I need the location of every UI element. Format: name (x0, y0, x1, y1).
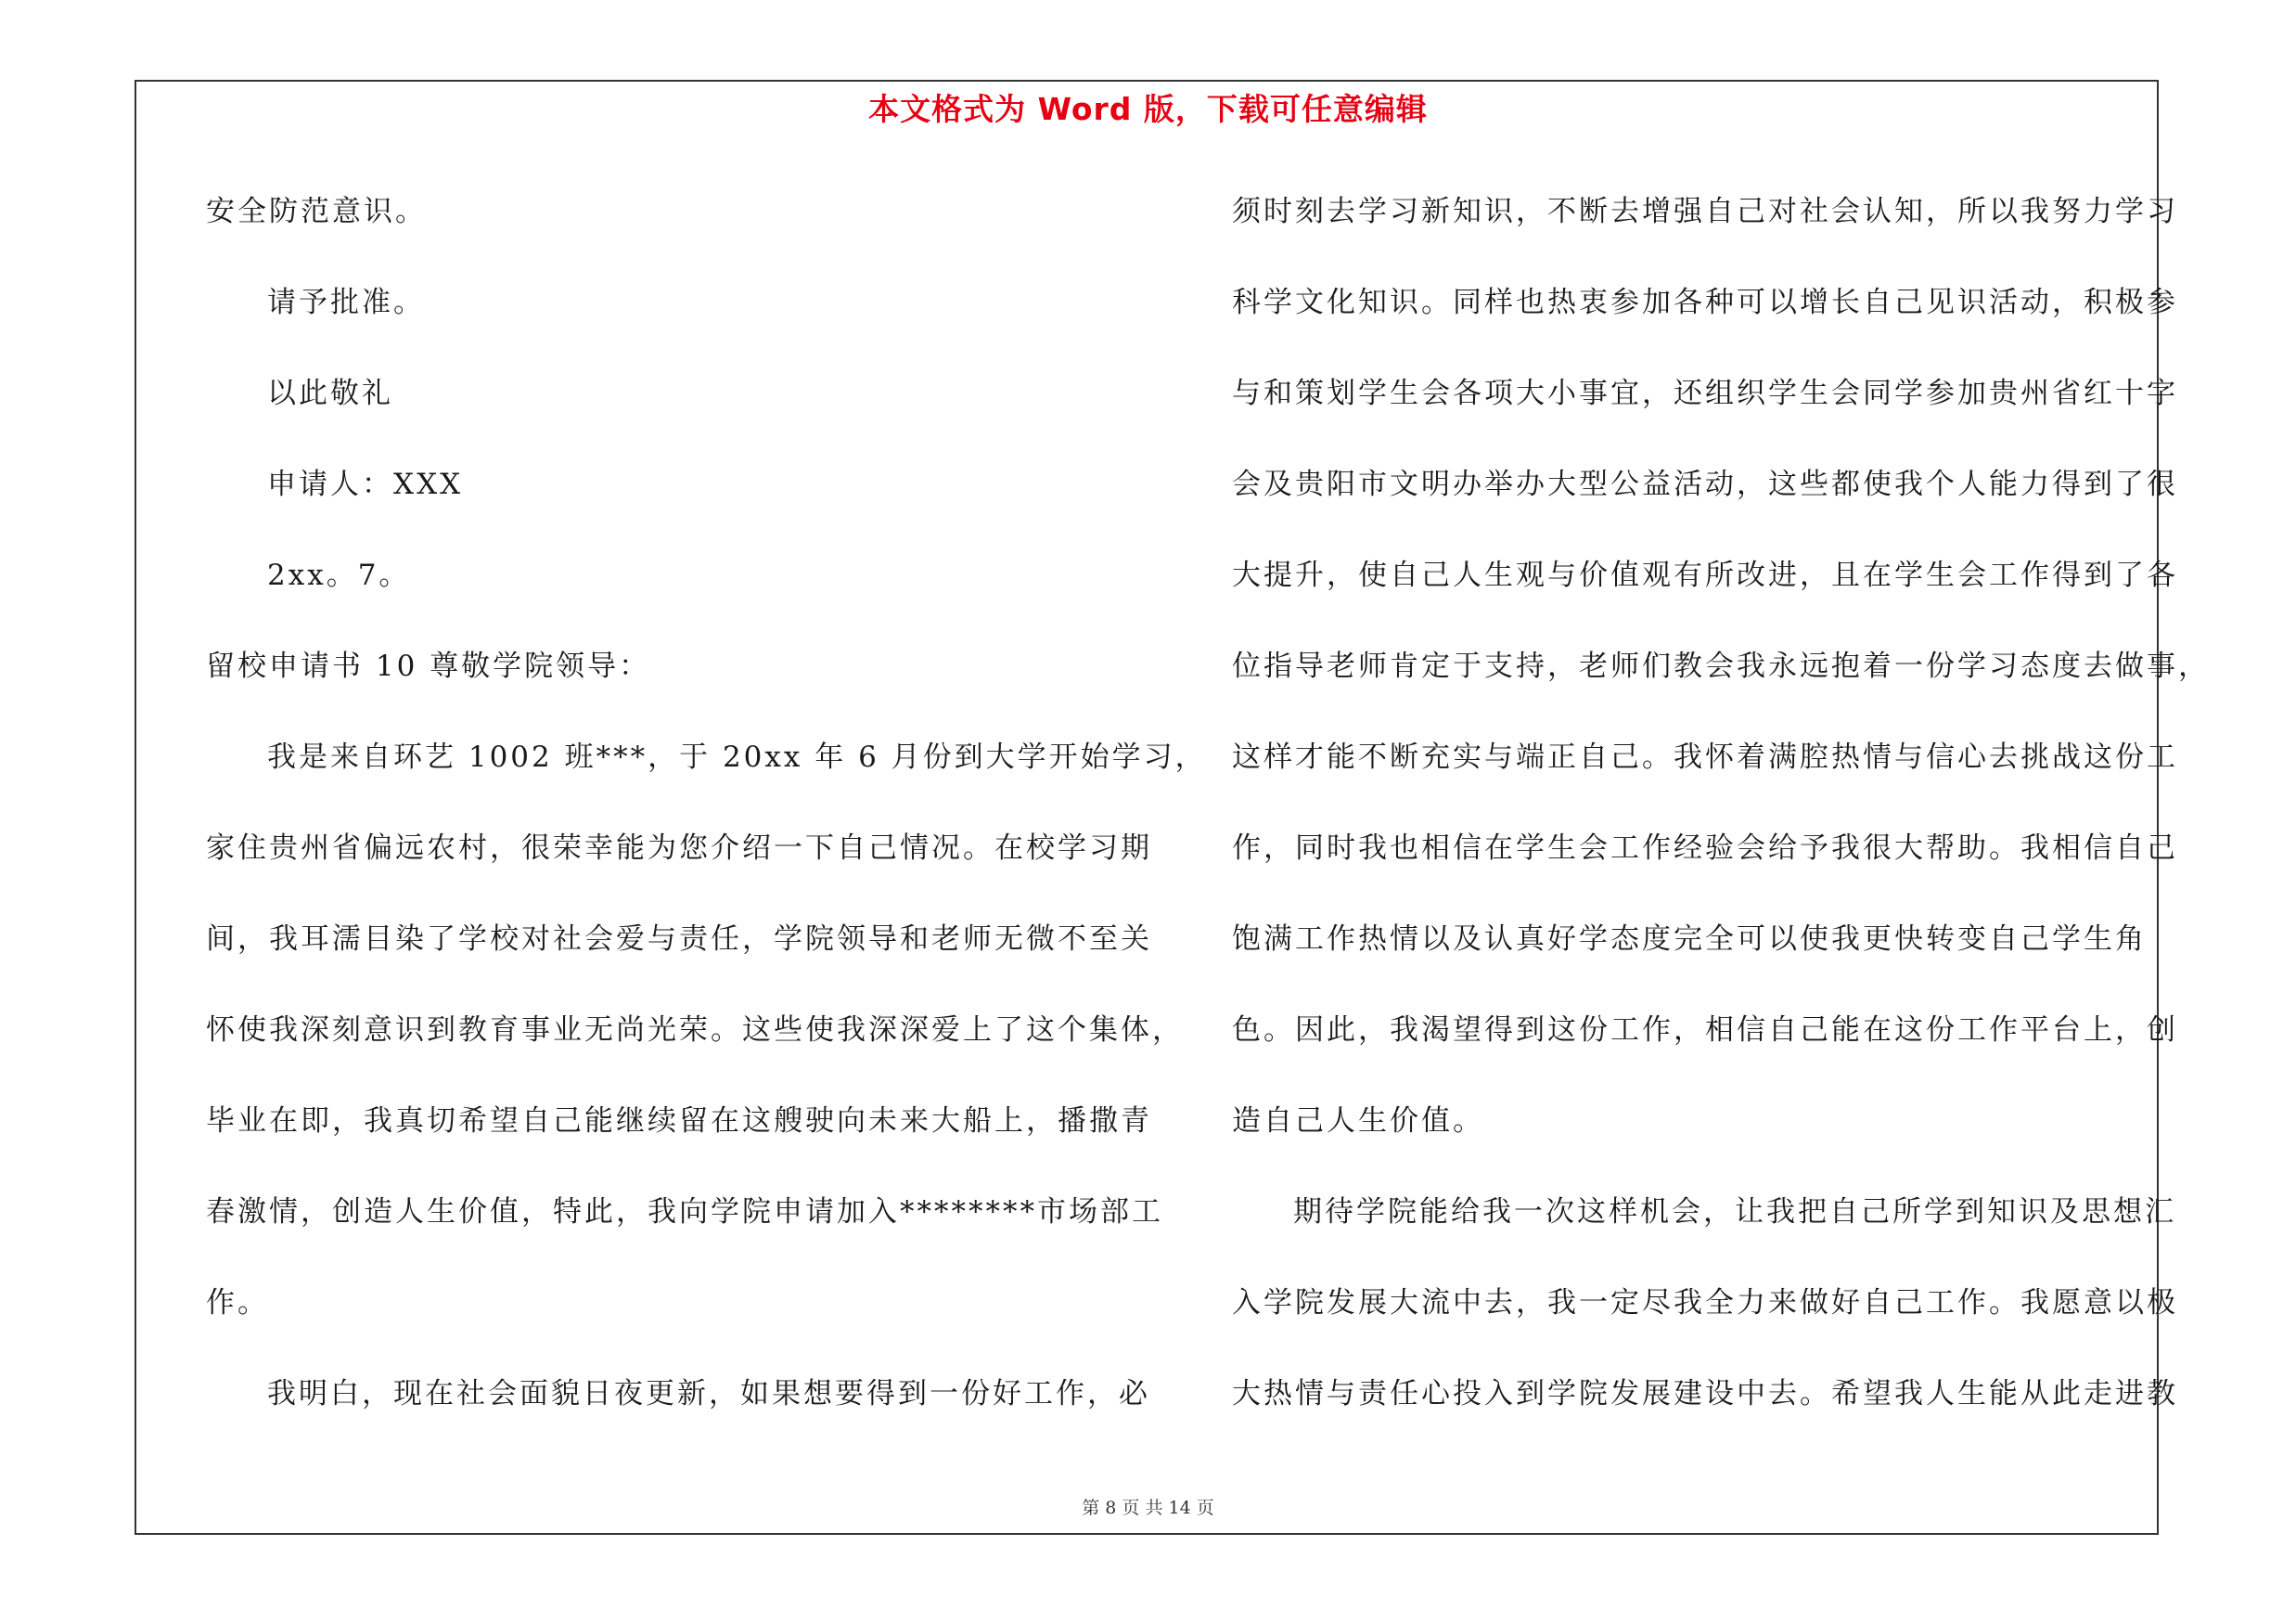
paragraph-line: 科学文化知识。同样也热衷参加各种可以增长自己见识活动，积极参 (1232, 286, 2178, 319)
paragraph-line: 位指导老师肯定于支持，老师们教会我永远抱着一份学习态度去做事， (1232, 650, 2210, 683)
paragraph-line: 春激情，创造人生价值，特此，我向学院申请加入********市场部工 (206, 1195, 1163, 1229)
paragraph-line: 间，我耳濡目染了学校对社会爱与责任，学院领导和老师无微不至关 (206, 922, 1152, 956)
paragraph-line: 作。 (206, 1286, 269, 1320)
paragraph-line: 色。因此，我渴望得到这份工作，相信自己能在这份工作平台上，创 (1232, 1013, 2178, 1047)
paragraph-line: 须时刻去学习新知识，不断去增强自己对社会认知，所以我努力学习 (1232, 195, 2178, 228)
right-text-column (1232, 182, 2210, 1455)
paragraph-line: 留校申请书 10 尊敬学院领导： (206, 650, 651, 683)
paragraph-line: 饱满工作热情以及认真好学态度完全可以使我更快转变自己学生角 (1232, 922, 2147, 956)
paragraph-line: 期待学院能给我一次这样机会，让我把自己所学到知识及思想汇 (1293, 1195, 2176, 1229)
paragraph-line: 家住贵州省偏远农村，很荣幸能为您介绍一下自己情况。在校学习期 (206, 831, 1152, 865)
paragraph-line: 毕业在即，我真切希望自己能继续留在这艘驶向未来大船上，播撒青 (206, 1104, 1152, 1138)
paragraph-line: 与和策划学生会各项大小事宜，还组织学生会同学参加贵州省红十字 (1232, 377, 2178, 410)
page-number-footer: 第 8 页 共 14 页 (1082, 1498, 1214, 1518)
paragraph-line: 入学院发展大流中去，我一定尽我全力来做好自己工作。我愿意以极 (1232, 1286, 2178, 1320)
paragraph-line: 我是来自环艺 1002 班***，于 20xx 年 6 月份到大学开始学习， (267, 741, 1207, 774)
paragraph-line: 大提升，使自己人生观与价值观有所改进，且在学生会工作得到了各 (1232, 559, 2178, 592)
left-text-column (206, 182, 1207, 1455)
word-format-banner: 本文格式为 Word 版，下载可任意编辑 (868, 91, 1428, 127)
paragraph-line: 作，同时我也相信在学生会工作经验会给予我很大帮助。我相信自己 (1232, 831, 2178, 865)
paragraph-line: 造自己人生价值。 (1232, 1104, 1484, 1138)
paragraph-line: 2xx。7。 (267, 559, 411, 592)
paragraph-line: 安全防范意识。 (206, 195, 427, 228)
paragraph-line: 我明白，现在社会面貌日夜更新，如果想要得到一份好工作，必 (267, 1377, 1150, 1410)
paragraph-line: 申请人：XXX (267, 468, 464, 501)
paragraph-line: 这样才能不断充实与端正自己。我怀着满腔热情与信心去挑战这份工 (1232, 741, 2178, 774)
paragraph-line: 请予批准。 (267, 286, 425, 319)
paragraph-line: 大热情与责任心投入到学院发展建设中去。希望我人生能从此走进教 (1232, 1377, 2178, 1410)
paragraph-line: 以此敬礼 (267, 377, 393, 410)
paragraph-line: 怀使我深刻意识到教育事业无尚光荣。这些使我深深爱上了这个集体， (206, 1013, 1184, 1047)
paragraph-line: 会及贵阳市文明办举办大型公益活动，这些都使我个人能力得到了很 (1232, 468, 2178, 501)
